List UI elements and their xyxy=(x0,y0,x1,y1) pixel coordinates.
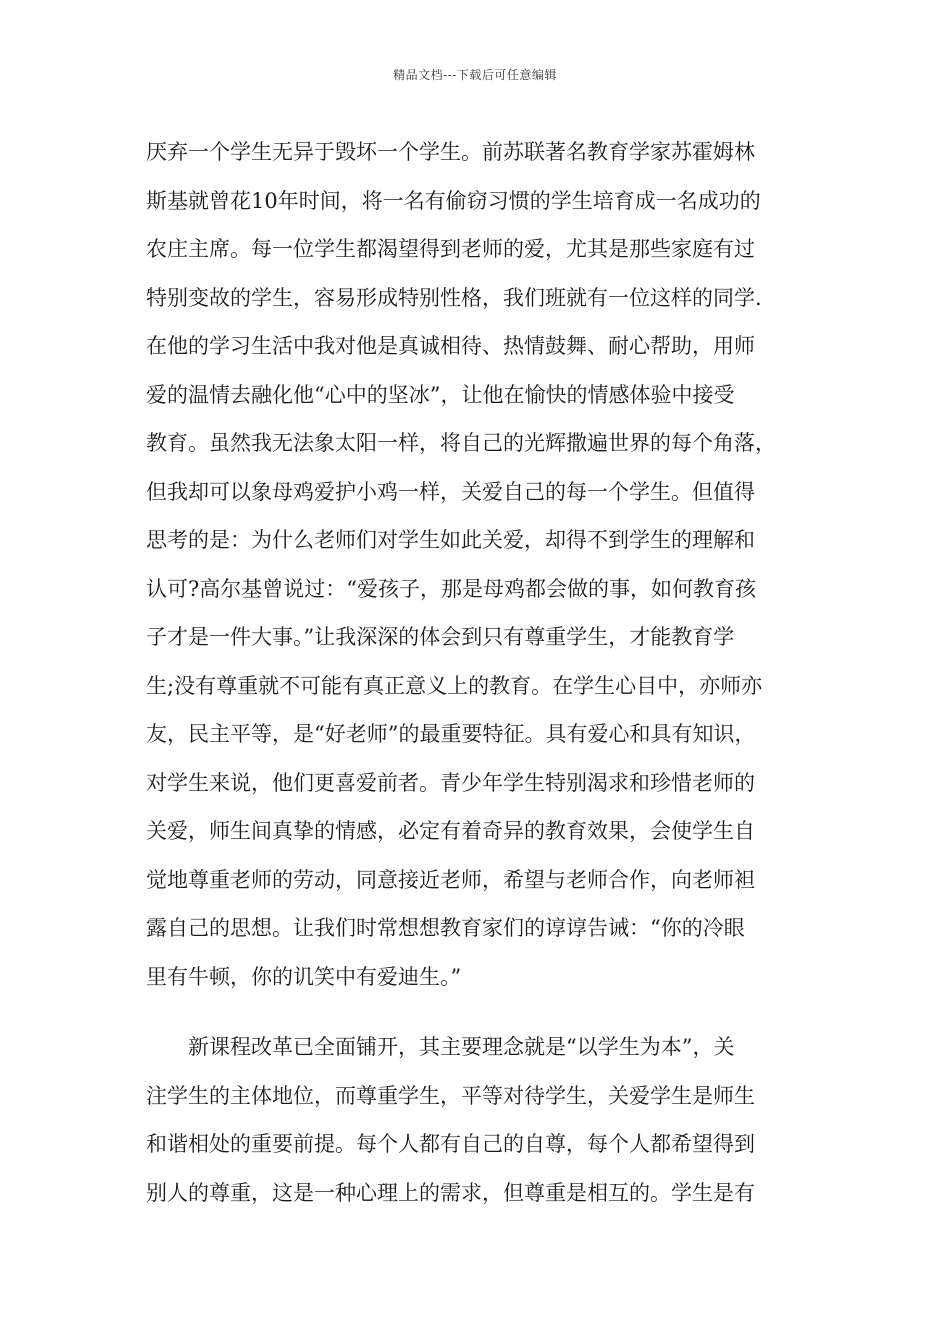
page-header: 精品文档---下载后可任意编辑 xyxy=(393,68,557,82)
text-line: 思考的是：为什么老师们对学生如此关爱，却得不到学生的理解和 xyxy=(146,528,755,552)
text-line: 认可?高尔基曾说过：“爱孩子，那是母鸡都会做的事，如何教育孩 xyxy=(146,576,756,601)
paragraph-2 xyxy=(146,1023,810,1217)
text-line: 和谐相处的重要前提。每个人都有自己的自尊，每个人都希望得到 xyxy=(146,1132,755,1156)
text-line: 农庄主席。每一位学生都渴望得到老师的爱，尤其是那些家庭有过 xyxy=(146,237,755,261)
text-line: 斯基就曾花10年时间，将一名有偷窃习惯的学生培育成一名成功的 xyxy=(146,188,761,213)
text-line: 露自己的思想。让我们时常想想教育家们的谆谆告诫：“你的冷眼 xyxy=(146,916,745,940)
text-line: 注学生的主体地位，而尊重学生，平等对待学生，关爱学生是师生 xyxy=(146,1083,755,1108)
text-line: 教育。虽然我无法象太阳一样，将自己的光辉撒遍世界的每个角落， xyxy=(146,431,776,455)
text-line: 生;没有尊重就不可能有真正意义上的教育。在学生心目中，亦师亦 xyxy=(146,673,763,698)
text-line: 觉地尊重老师的劳动，同意接近老师，希望与老师合作，向老师袒 xyxy=(146,867,755,892)
paragraph-1 xyxy=(146,128,810,1001)
text-line: 里有牛顿，你的讥笑中有爱迪生。” xyxy=(146,964,462,989)
text-line: 在他的学习生活中我对他是真诚相待、热情鼓舞、耐心帮助，用师 xyxy=(146,334,755,358)
text-line: 新课程改革已全面铺开，其主要理念就是“以学生为本”，关 xyxy=(188,1035,735,1059)
text-line: 爱的温情去融化他“心中的坚冰”，让他在愉快的情感体验中接受 xyxy=(146,382,735,407)
text-line: 别人的尊重，这是一种心理上的需求，但尊重是相互的。学生是有 xyxy=(146,1180,755,1205)
text-line: 但我却可以象母鸡爱护小鸡一样，关爱自己的每一个学生。但值得 xyxy=(146,479,755,504)
text-line: 对学生来说，他们更喜爱前者。青少年学生特别渴求和珍惜老师的 xyxy=(146,770,755,795)
text-line: 厌弃一个学生无异于毁坏一个学生。前苏联著名教育学家苏霍姆林 xyxy=(146,140,755,164)
text-line: 关爱，师生间真挚的情感，必定有着奇异的教育效果，会使学生自 xyxy=(146,819,755,843)
text-line: 子才是一件大事。”让我深深的体会到只有尊重学生，才能教育学 xyxy=(146,625,735,649)
text-line: 特别变故的学生，容易形成特别性格，我们班就有一位这样的同学. xyxy=(146,285,762,310)
text-line: 友，民主平等，是“好老师”的最重要特征。具有爱心和具有知识， xyxy=(146,722,756,746)
